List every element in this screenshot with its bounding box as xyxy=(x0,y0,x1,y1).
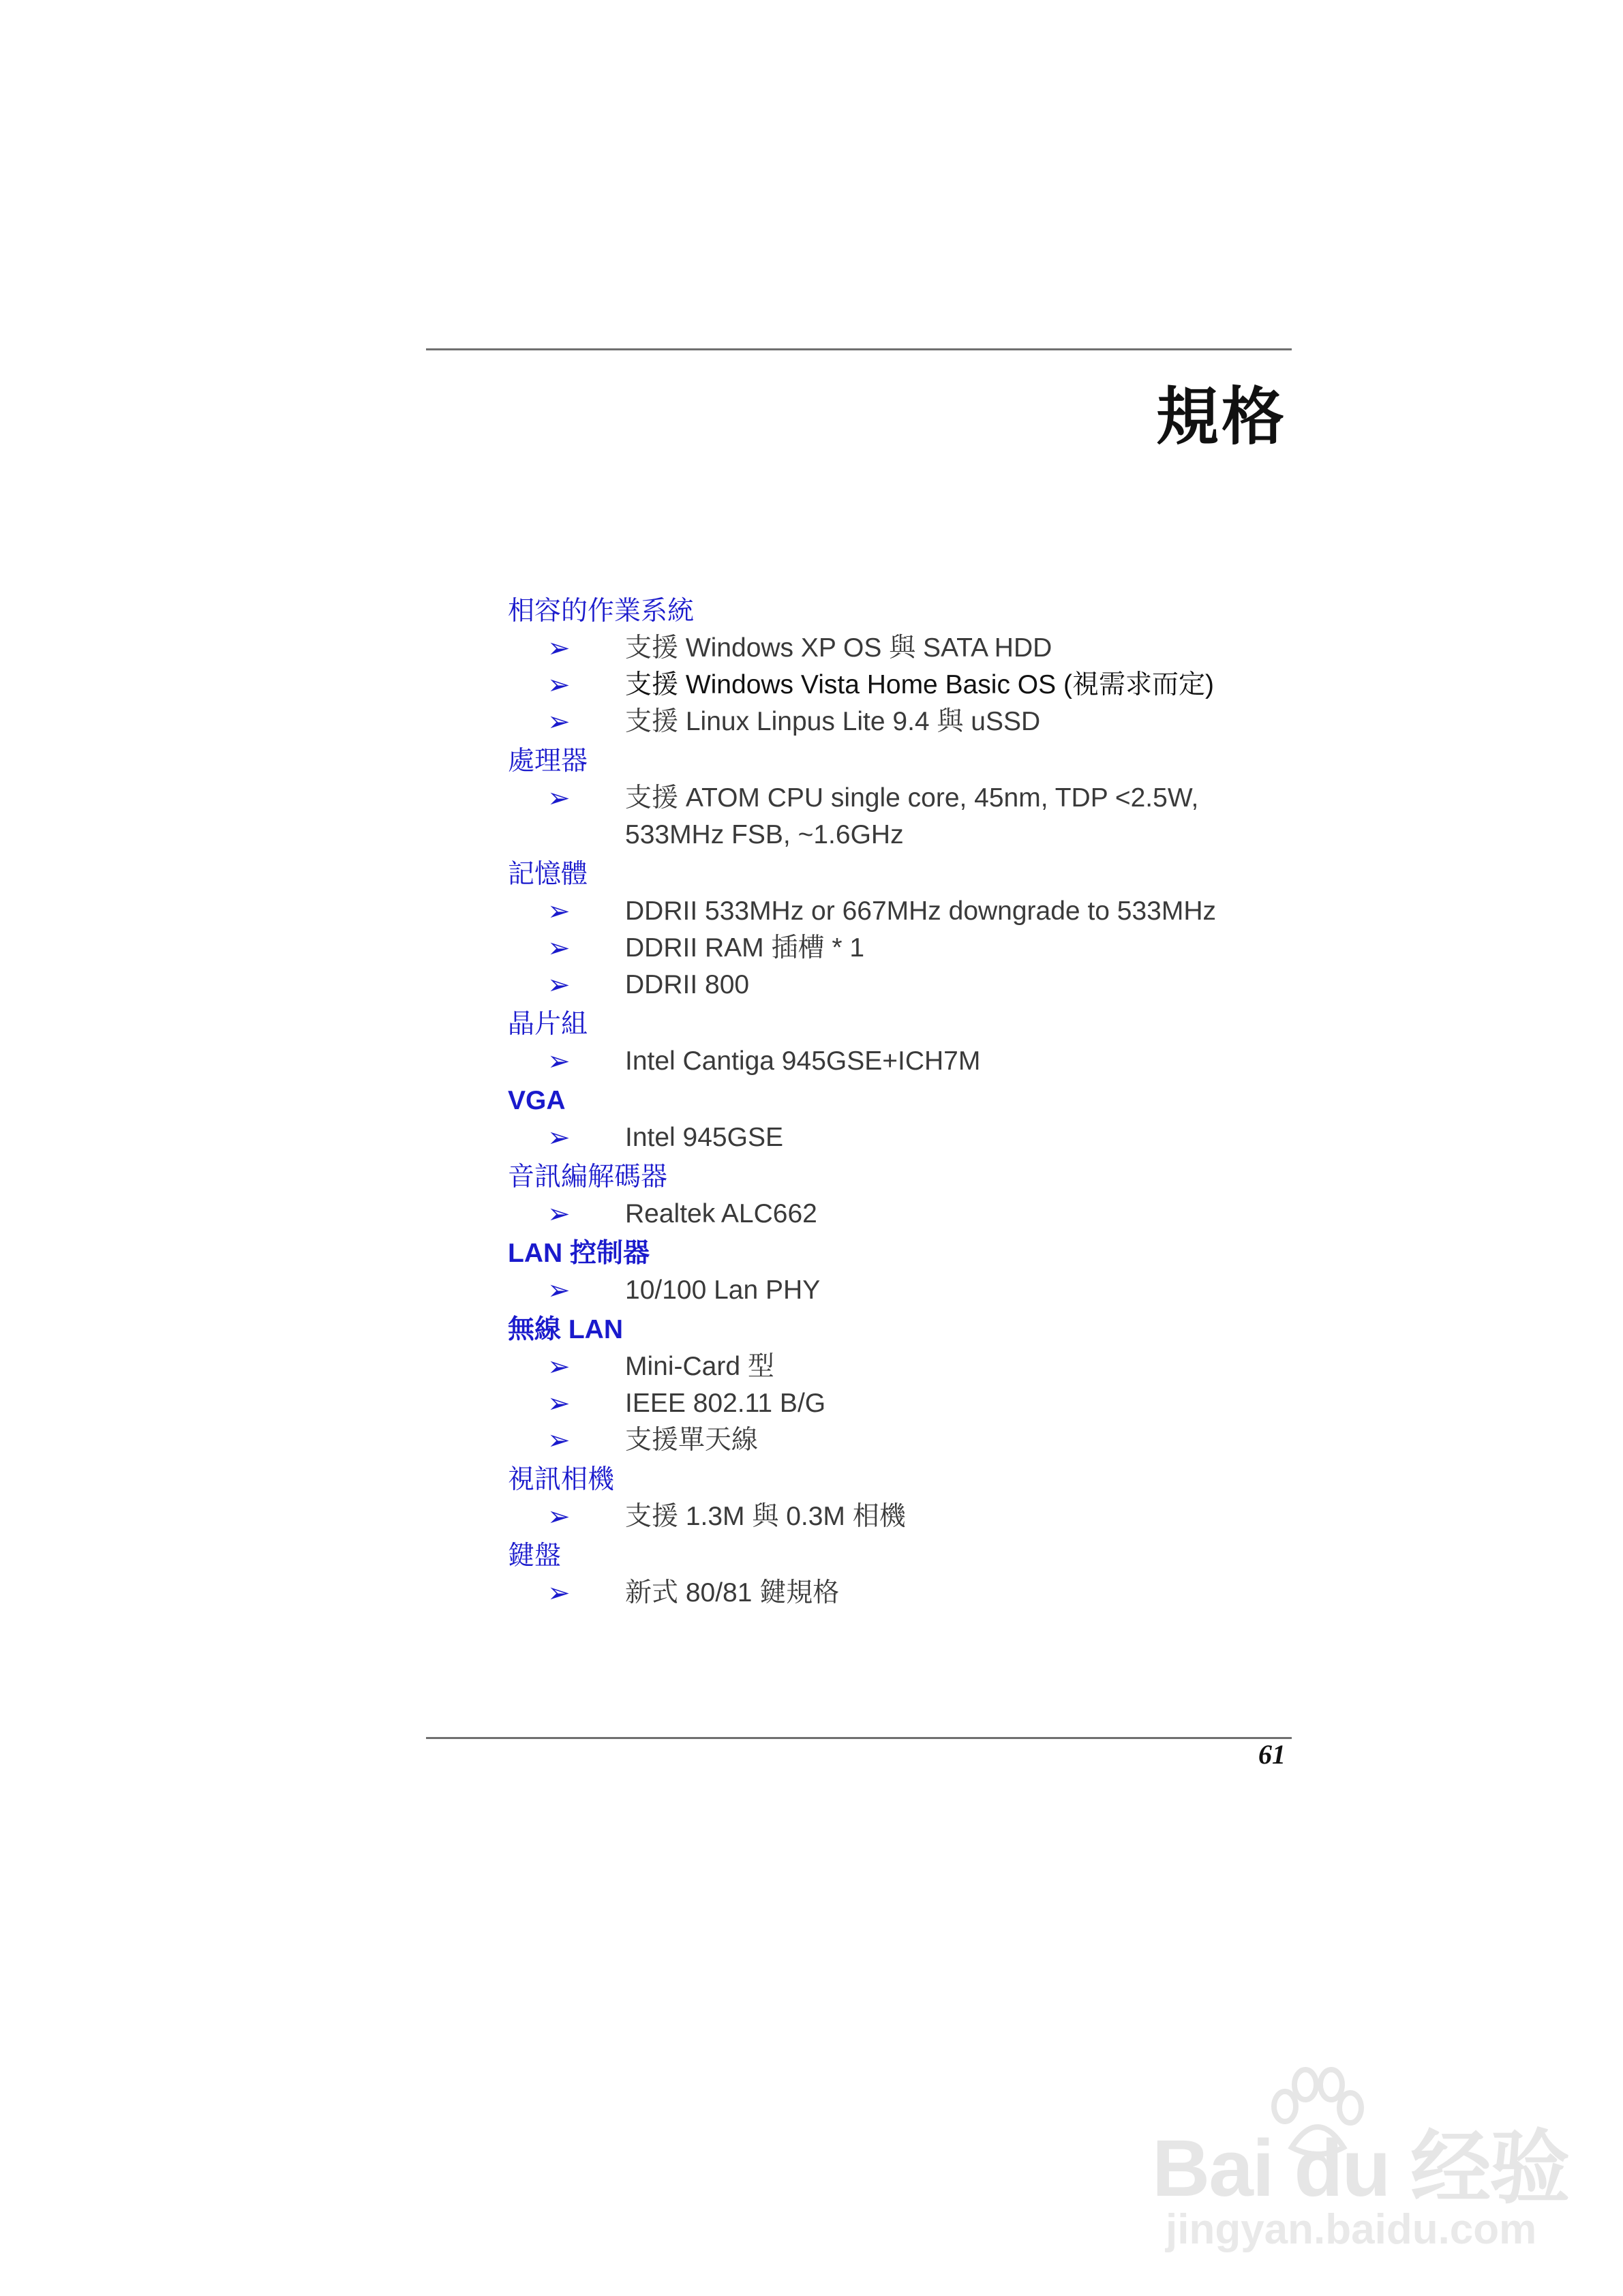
spec-item xyxy=(508,893,1292,930)
spec-item-text: 支援 Windows Vista Home Basic OS (視需求而定) xyxy=(625,670,1214,699)
baidu-watermark xyxy=(1152,2066,1569,2270)
arrow-bullet-icon: ➢ xyxy=(547,1275,571,1305)
arrow-bullet-icon: ➢ xyxy=(547,670,571,700)
section-title: 相容的作業系統 xyxy=(508,596,695,626)
arrow-bullet-icon: ➢ xyxy=(547,1578,571,1608)
bottom-divider xyxy=(426,1737,1292,1739)
spec-item xyxy=(508,667,1292,704)
spec-item xyxy=(508,1119,1292,1159)
watermark-site: jingyan.baidu.com xyxy=(1166,2206,1537,2253)
spec-item xyxy=(508,967,1292,1006)
spec-item-text: 支援 1.3M 與 0.3M 相機 xyxy=(625,1502,906,1531)
arrow-bullet-icon: ➢ xyxy=(547,1389,571,1419)
spec-item-text: DDRII 533MHz or 667MHz downgrade to 533MHz xyxy=(625,896,1217,926)
spec-item xyxy=(508,1575,1292,1614)
spec-item xyxy=(508,1498,1292,1538)
spec-item xyxy=(508,1196,1292,1235)
spec-item xyxy=(508,630,1292,667)
section-title: 無線 LAN xyxy=(508,1315,623,1344)
spec-item-text: Mini-Card 型 xyxy=(625,1352,774,1381)
spec-item-text: 支援 Windows XP OS 與 SATA HDD xyxy=(625,633,1052,663)
spec-item-text: 支援單天線 xyxy=(625,1425,759,1455)
section-title: 記憶體 xyxy=(508,860,588,889)
section-title: 鍵盤 xyxy=(508,1541,562,1571)
spec-list xyxy=(508,593,1292,1614)
section-title: 處理器 xyxy=(508,746,588,776)
spec-item-text: DDRII RAM 插槽 * 1 xyxy=(625,933,865,963)
arrow-bullet-icon: ➢ xyxy=(547,896,571,926)
arrow-bullet-icon: ➢ xyxy=(547,933,571,963)
section-title: 視訊相機 xyxy=(508,1465,615,1494)
spec-item-text: Intel 945GSE xyxy=(625,1123,783,1152)
arrow-bullet-icon: ➢ xyxy=(547,1199,571,1229)
section-title: VGA xyxy=(508,1086,566,1115)
spec-item-text: Intel Cantiga 945GSE+ICH7M xyxy=(625,1046,981,1076)
arrow-bullet-icon: ➢ xyxy=(547,783,571,813)
page-number: 61 xyxy=(1258,1739,1286,1770)
spec-item xyxy=(508,1043,1292,1083)
spec-item xyxy=(508,704,1292,743)
spec-item-text: 支援 ATOM CPU single core, 45nm, TDP <2.5W, 533MHz FSB, ~1.6GHz xyxy=(625,783,1199,849)
spec-item-text: IEEE 802.11 B/G xyxy=(625,1389,826,1418)
section-title: 晶片組 xyxy=(508,1010,588,1039)
arrow-bullet-icon: ➢ xyxy=(547,1502,571,1532)
section-title: 音訊編解碼器 xyxy=(508,1162,668,1192)
page-title: 規格 xyxy=(1155,380,1287,453)
spec-item xyxy=(508,1272,1292,1312)
spec-item xyxy=(508,1348,1292,1385)
spec-item-text: 支援 Linux Linpus Lite 9.4 與 uSSD xyxy=(625,707,1041,736)
section-title: LAN 控制器 xyxy=(508,1239,650,1268)
watermark-brand: Bai du 经验 xyxy=(1152,2124,1569,2214)
spec-item xyxy=(508,780,1292,856)
spec-item-text: 新式 80/81 鍵規格 xyxy=(625,1578,840,1607)
arrow-bullet-icon: ➢ xyxy=(547,1352,571,1382)
spec-item-text: 10/100 Lan PHY xyxy=(625,1275,821,1305)
spec-item-text: DDRII 800 xyxy=(625,970,750,999)
arrow-bullet-icon: ➢ xyxy=(547,707,571,737)
spec-item xyxy=(508,930,1292,967)
spec-item xyxy=(508,1385,1292,1422)
spec-item xyxy=(508,1422,1292,1462)
arrow-bullet-icon: ➢ xyxy=(547,1046,571,1076)
arrow-bullet-icon: ➢ xyxy=(547,1425,571,1455)
arrow-bullet-icon: ➢ xyxy=(547,633,571,663)
arrow-bullet-icon: ➢ xyxy=(547,1123,571,1153)
spec-item-text: Realtek ALC662 xyxy=(625,1199,817,1228)
arrow-bullet-icon: ➢ xyxy=(547,970,571,1000)
top-divider xyxy=(426,348,1292,350)
